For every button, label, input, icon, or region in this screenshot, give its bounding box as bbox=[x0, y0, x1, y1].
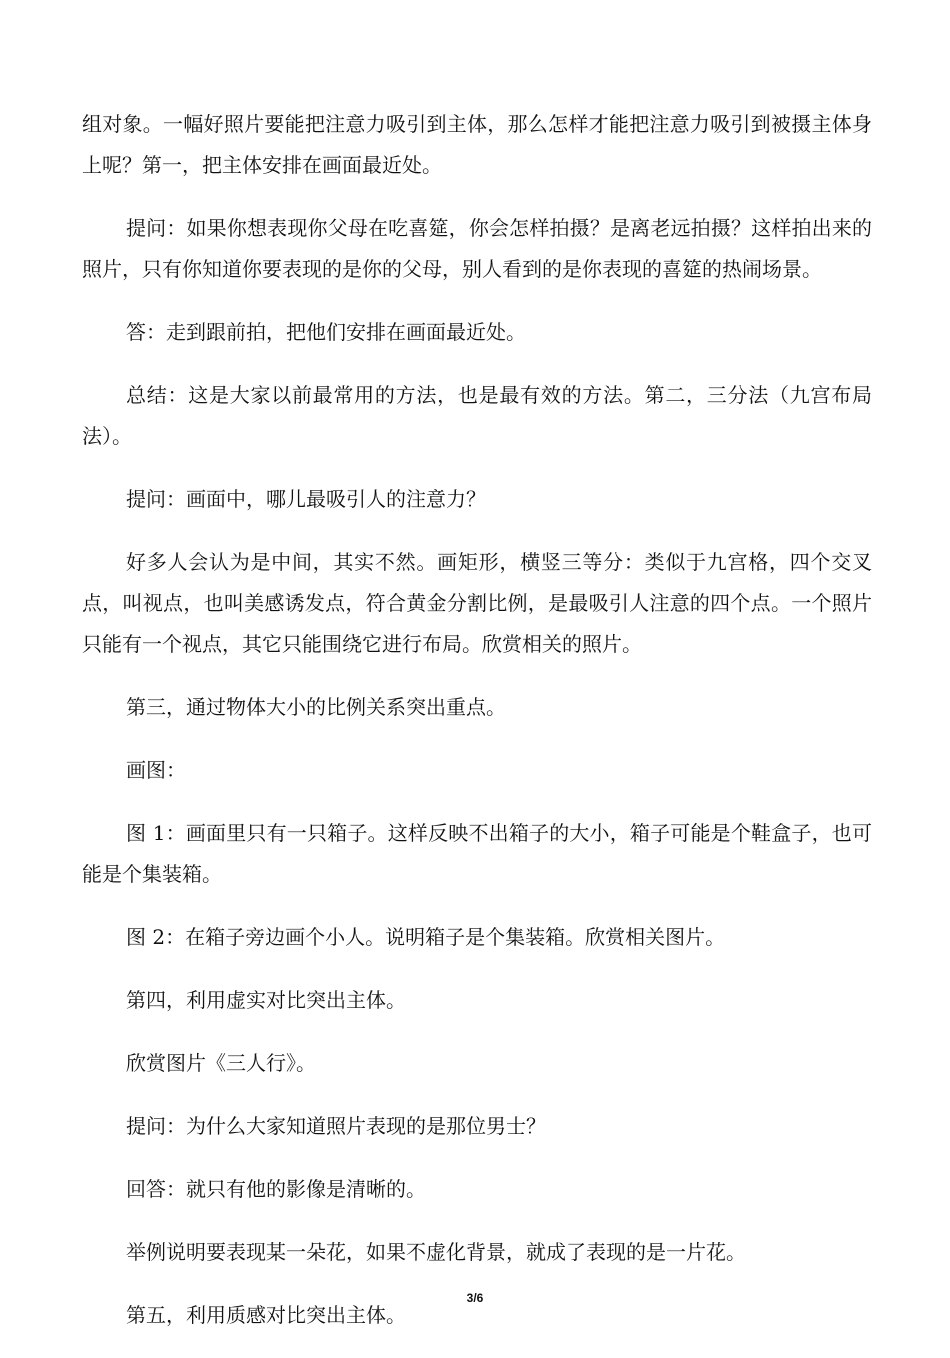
page-number: 3/6 bbox=[466, 1291, 484, 1305]
paragraph: 提问：如果你想表现你父母在吃喜筵，你会怎样拍摄？是离老远拍摄？这样拍出来的照片，只有你知道你要表现的是你的父母，别人看到的是你表现的喜筵的热闹场景。 bbox=[82, 216, 872, 281]
paragraph: 好多人会认为是中间，其实不然。画矩形，横竖三等分：类似于九宫格，四个交叉点，叫视点，也叫美感诱发点，符合黄金分割比例，是最吸引人注意的四个点。一个照片只能有一个视点，其它只能围绕它进行布局。欣赏相关的照片。 bbox=[82, 550, 872, 656]
document-body bbox=[82, 104, 872, 1358]
paragraph: 图 1：画面里只有一只箱子。这样反映不出箱子的大小，箱子可能是个鞋盒子，也可能是个集装箱。 bbox=[82, 821, 872, 886]
paragraph: 总结：这是大家以前最常用的方法，也是最有效的方法。第二，三分法（九宫布局法）。 bbox=[82, 383, 872, 448]
paragraph: 画图： bbox=[126, 758, 186, 782]
paragraph: 提问：画面中，哪儿最吸引人的注意力？ bbox=[126, 487, 486, 511]
paragraph: 欣赏图片《三人行》。 bbox=[126, 1051, 316, 1075]
paragraph: 图 2：在箱子旁边画个小人。说明箱子是个集装箱。欣赏相关图片。 bbox=[126, 925, 726, 949]
paragraph: 回答：就只有他的影像是清晰的。 bbox=[126, 1177, 426, 1201]
paragraph: 举例说明要表现某一朵花，如果不虚化背景，就成了表现的是一片花。 bbox=[126, 1240, 746, 1264]
paragraph: 第五，利用质感对比突出主体。 bbox=[126, 1303, 406, 1327]
paragraph-continuation: 组对象。一幅好照片要能把注意力吸引到主体，那么怎样才能把注意力吸引到被摄主体身上呢？第一，把主体安排在画面最近处。 bbox=[82, 112, 872, 177]
paragraph: 提问：为什么大家知道照片表现的是那位男士？ bbox=[126, 1114, 546, 1138]
paragraph: 第三，通过物体大小的比例关系突出重点。 bbox=[126, 695, 506, 719]
paragraph: 答：走到跟前拍，把他们安排在画面最近处。 bbox=[126, 320, 526, 344]
paragraph: 第四，利用虚实对比突出主体。 bbox=[126, 988, 406, 1012]
